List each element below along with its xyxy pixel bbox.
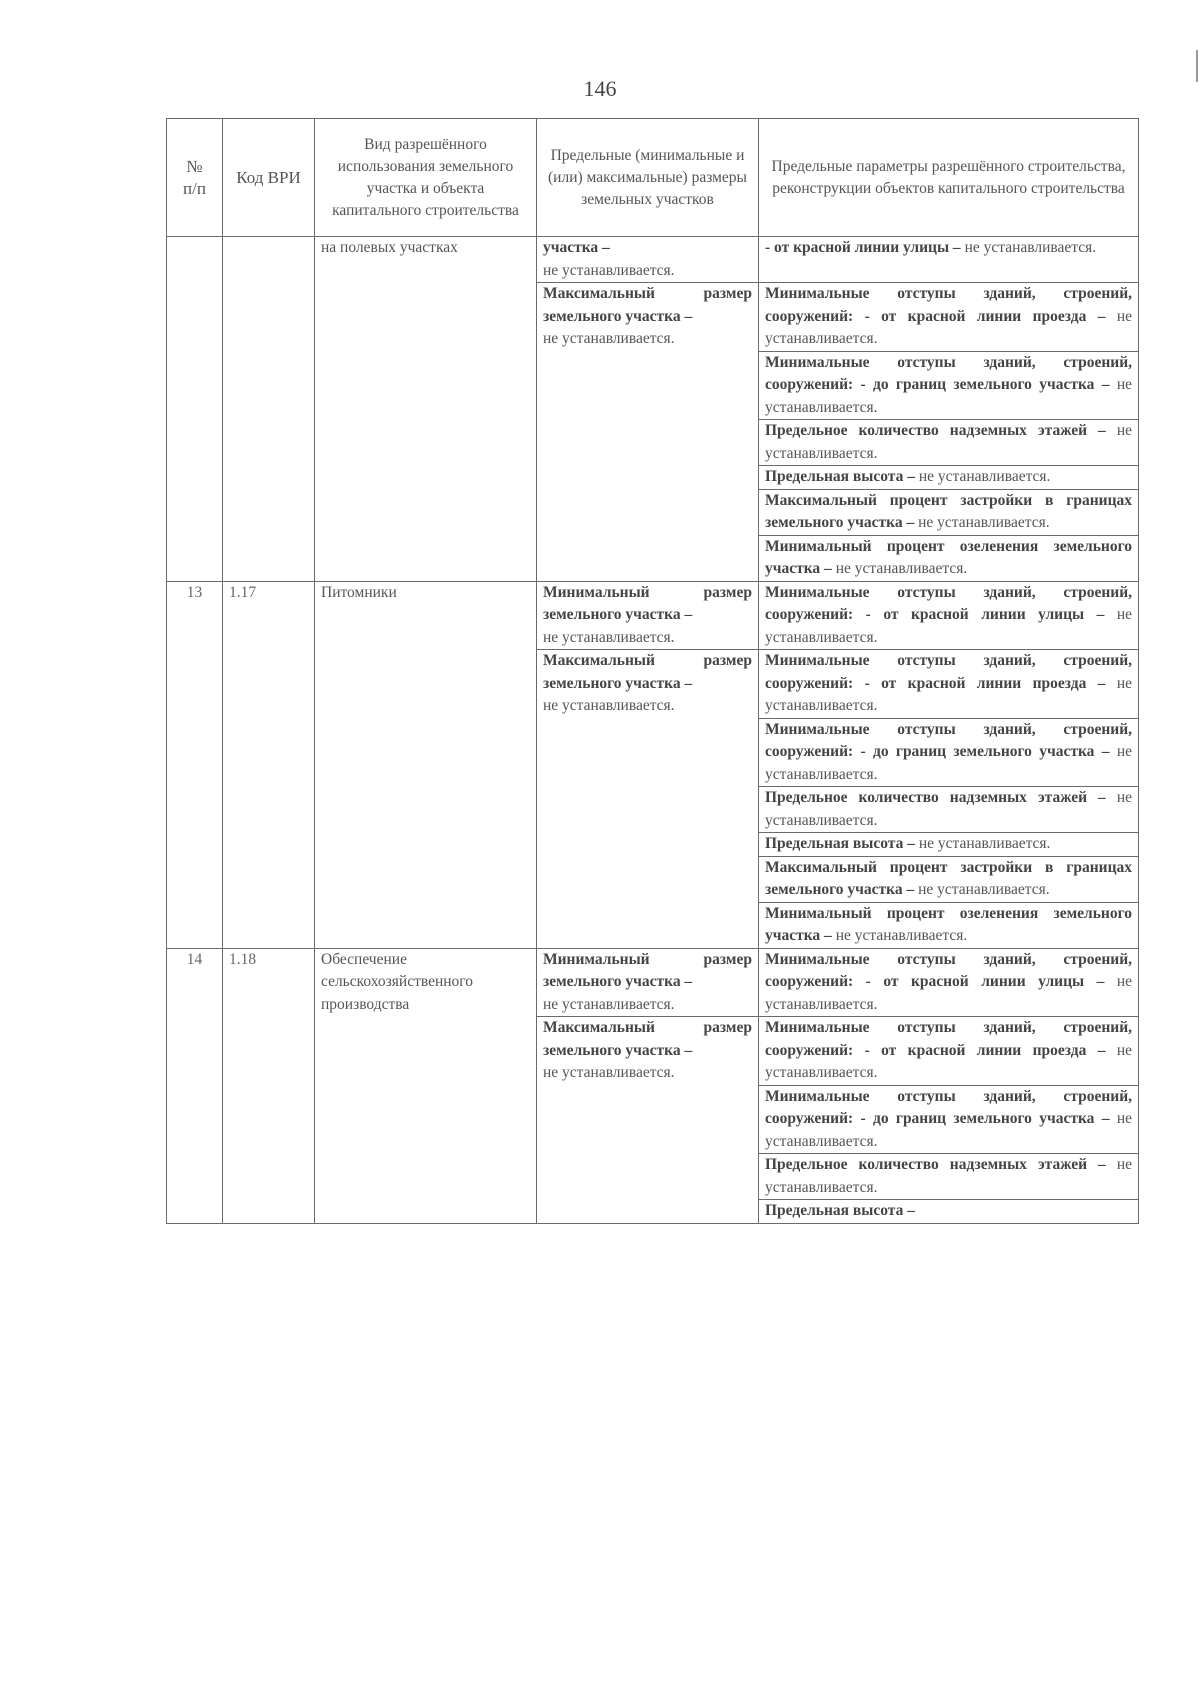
parameter-value: не устанавливается. <box>918 881 1050 898</box>
parameter-cell <box>759 283 1139 352</box>
row-code: 1.18 <box>223 948 315 1223</box>
table-row <box>167 948 1139 1017</box>
parameter-value: не устанавливается. <box>765 973 1133 1013</box>
parameter-cell <box>759 718 1139 787</box>
parameter-label: Предельное количество надземных этажей – <box>765 789 1106 806</box>
size-cell <box>537 948 759 1017</box>
parameter-cell <box>759 1200 1139 1224</box>
parameter-cell <box>759 1017 1139 1086</box>
header-code: Код ВРИ <box>223 119 315 237</box>
parameter-label: Предельная высота – <box>765 1202 915 1219</box>
parameter-label: Минимальные отступы зданий, строений, сооружений: - до границ земельного участка – <box>765 1087 1132 1127</box>
size-cell <box>537 581 759 650</box>
table-row <box>167 581 1139 650</box>
parameter-value: не устанавливается. <box>918 468 1051 485</box>
row-use-type: на полевых участках <box>315 237 537 582</box>
header-type: Вид разрешённого использования земельного участка и объекта капитального строительства <box>315 119 537 237</box>
parameter-cell <box>759 420 1139 466</box>
parameter-value: не устанавливается. <box>765 307 1132 347</box>
page-number: 146 <box>583 76 617 101</box>
parameter-label: Минимальные отступы зданий, строений, сооружений: - до границ земельного участка – <box>765 720 1132 760</box>
parameter-cell <box>759 1085 1139 1154</box>
parameter-label: Максимальный процент застройки в границах земельного участка – <box>765 491 1132 531</box>
parameter-value: не устанавливается. <box>765 376 1132 416</box>
parameter-value: не устанавливается. <box>765 1110 1132 1150</box>
parameter-cell <box>759 902 1139 948</box>
table-header-row <box>167 119 1139 237</box>
parameter-cell <box>759 1154 1139 1200</box>
parameter-label: Предельное количество надземных этажей – <box>765 1156 1106 1173</box>
row-use-type: Питомники <box>315 581 537 948</box>
parameter-label: Предельная высота – <box>765 835 915 852</box>
table-row <box>167 237 1139 283</box>
size-label: Максимальный размер земельного участка – <box>543 652 752 692</box>
size-cell <box>537 650 759 949</box>
size-value: не устанавливается. <box>543 1064 675 1081</box>
size-value: не устанавливается. <box>543 697 675 714</box>
header-sizes: Предельные (минимальные и (или) максимальные) размеры земельных участков <box>537 119 759 237</box>
parameter-label: Минимальные отступы зданий, строений, сооружений: - от красной линии улицы – <box>765 950 1132 990</box>
parameter-cell <box>759 466 1139 490</box>
parameter-cell <box>759 237 1139 283</box>
parameter-label: Максимальный процент застройки в границах земельного участка – <box>765 858 1132 898</box>
parameter-value: не устанавливается. <box>765 674 1132 714</box>
row-code <box>223 237 315 582</box>
parameter-cell <box>759 650 1139 719</box>
parameter-value: не устанавливается. <box>918 514 1050 531</box>
parameter-value: не устанавливается. <box>964 239 1097 256</box>
parameter-value: не устанавливается. <box>765 789 1133 829</box>
size-cell <box>537 237 759 283</box>
row-code: 1.17 <box>223 581 315 948</box>
size-cell <box>537 1017 759 1224</box>
size-value: не устанавливается. <box>543 628 675 646</box>
parameter-cell <box>759 581 1139 650</box>
size-value: не устанавливается. <box>543 995 675 1013</box>
parameter-value: не устанавливается. <box>765 606 1133 646</box>
header-num: № п/п <box>167 119 223 237</box>
row-number: 14 <box>167 948 223 1223</box>
size-label: Максимальный размер земельного участка – <box>543 285 752 325</box>
parameter-value: не устанавливается. <box>765 1156 1133 1196</box>
size-label: Минимальный размер земельного участка – <box>543 583 752 623</box>
table-body <box>167 237 1139 1224</box>
parameter-value: не устанавливается. <box>765 422 1133 462</box>
size-label: участка – <box>543 239 610 256</box>
parameter-value: не устанавливается. <box>918 835 1051 852</box>
parameter-cell <box>759 489 1139 535</box>
parameter-label: Минимальный процент озеленения земельного участка – <box>765 904 1132 944</box>
parameter-cell <box>759 351 1139 420</box>
row-number <box>167 237 223 582</box>
parameter-value: не устанавливается. <box>835 560 968 577</box>
parameter-cell <box>759 948 1139 1017</box>
parameter-label: Предельная высота – <box>765 468 915 485</box>
parameter-label: Минимальные отступы зданий, строений, сооружений: - от красной линии проезда – <box>765 285 1132 325</box>
regulations-table <box>166 118 1139 1224</box>
header-params: Предельные параметры разрешённого строительства, реконструкции объектов капитального строительства <box>759 119 1139 237</box>
size-value: не устанавливается. <box>543 261 675 279</box>
row-use-type: Обеспечение сельскохозяйственного производства <box>315 948 537 1223</box>
parameter-label: Минимальные отступы зданий, строений, сооружений: - от красной линии улицы – <box>765 583 1132 623</box>
parameter-label: Минимальные отступы зданий, строений, сооружений: - от красной линии проезда – <box>765 652 1132 692</box>
parameter-value: не устанавливается. <box>765 1041 1132 1081</box>
parameter-value: не устанавливается. <box>765 743 1132 783</box>
parameter-label: Минимальные отступы зданий, строений, сооружений: - от красной линии проезда – <box>765 1019 1132 1059</box>
row-number: 13 <box>167 581 223 948</box>
size-label: Минимальный размер земельного участка – <box>543 950 752 990</box>
parameter-label: Предельное количество надземных этажей – <box>765 422 1106 439</box>
parameter-cell <box>759 535 1139 581</box>
parameter-cell <box>759 856 1139 902</box>
parameter-cell <box>759 787 1139 833</box>
parameter-label: Минимальный процент озеленения земельного участка – <box>765 537 1132 577</box>
parameter-label: Минимальные отступы зданий, строений, сооружений: - до границ земельного участка – <box>765 353 1132 393</box>
size-cell <box>537 283 759 582</box>
parameter-value: не устанавливается. <box>835 927 968 944</box>
parameter-cell <box>759 833 1139 857</box>
size-label: Максимальный размер земельного участка – <box>543 1019 752 1059</box>
parameter-label: - от красной линии улицы – <box>765 239 961 256</box>
size-value: не устанавливается. <box>543 330 675 347</box>
